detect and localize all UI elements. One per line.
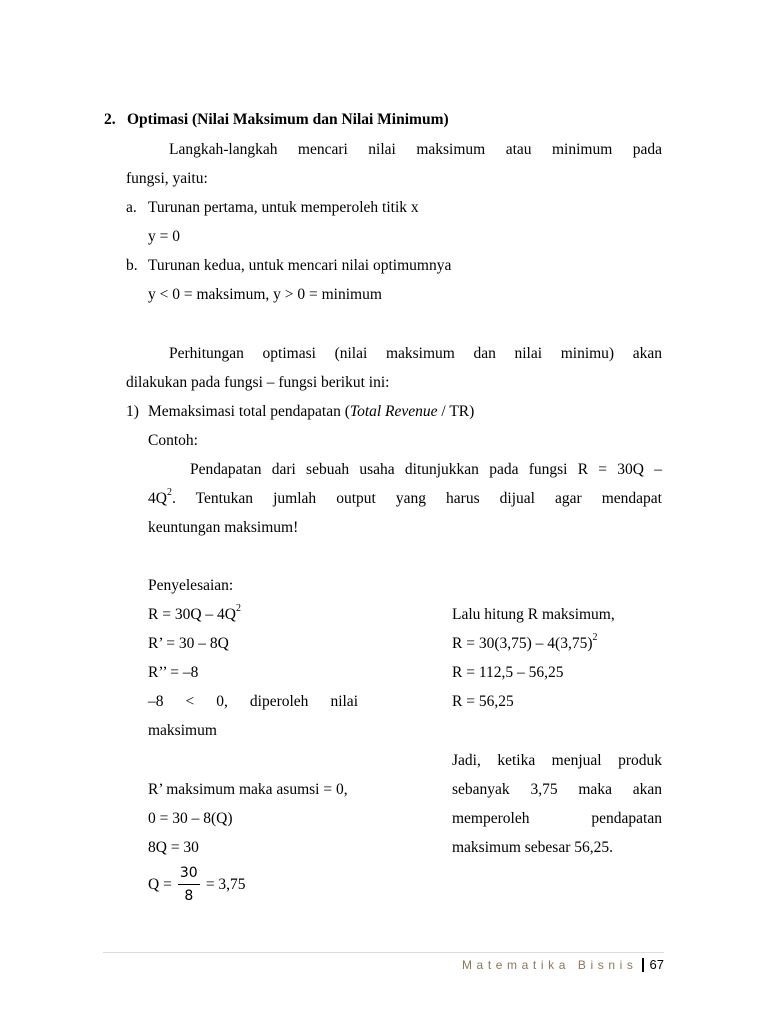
para2-line-1: Perhitungan optimasi (nilai maksimum dan nilai minimu) akan [169,345,662,362]
right-label: Lalu hitung R maksimum, [452,606,615,623]
step-a-text: Turunan pertama, untuk memperoleh titik x [148,199,419,216]
solution-eq-4: 0 = 30 – 8(Q) [148,810,233,827]
problem-exponent: 2 [166,487,172,498]
item1-text-italic: Total Revenue [349,403,438,420]
conclusion-line-4: maksimum sebesar 56,25. [452,839,614,856]
step-a-marker: a. [126,199,137,216]
conclusion-line-3: memperoleh pendapatan [452,810,662,827]
step-b-text: Turunan kedua, untuk mencari nilai optimumnya [148,257,452,274]
item1-text-after: / TR) [437,403,475,420]
conclusion-line-2: sebanyak 3,75 maka akan [452,781,662,798]
page-footer [462,957,664,972]
contoh-label: Contoh: [148,432,198,449]
problem-rest: . Tentukan jumlah output yang harus dijual agar mendapat [171,490,662,507]
step-b-marker: b. [126,257,138,274]
right-eq-2: R = 112,5 – 56,25 [452,664,564,681]
solution-eq-1-exponent: 2 [235,603,241,614]
intro-line-2: fungsi, yaitu: [126,170,208,187]
item1-heading [148,404,474,420]
solution-label: Penyelesaian: [148,577,234,594]
footer-divider [103,952,664,953]
problem-line-2 [148,487,662,507]
solution-eq-2: R’ = 30 – 8Q [148,635,229,652]
fraction-numerator: 30 [179,865,198,881]
solution-assumption: R’ maksimum maka asumsi = 0, [148,781,348,798]
fraction [178,866,200,903]
section-title: Optimasi (Nilai Maksimum dan Nilai Minimum) [127,111,449,128]
item1-text-before: Memaksimasi total pendapatan ( [148,403,350,420]
right-eq-3: R = 56,25 [452,693,514,710]
conclusion-line-1: Jadi, ketika menjual produk [452,752,662,769]
fraction-bar [178,884,200,885]
solution-fraction-eq [148,866,246,903]
right-eq-1-exponent: 2 [592,632,598,643]
footer-separator [642,958,644,972]
item1-marker: 1) [126,403,139,420]
problem-line-1: Pendapatan dari sebuah usaha ditunjukkan pada fungsi R = 30Q – [190,461,662,478]
step-b-sub: y < 0 = maksimum, y > 0 = minimum [148,286,382,303]
solution-condition-1: –8 < 0, diperoleh nilai [148,693,358,710]
solution-eq-5: 8Q = 30 [148,839,199,856]
fraction-suffix: = 3,75 [205,875,246,893]
right-eq-1 [452,632,598,652]
fraction-denominator: 8 [184,888,194,904]
solution-eq-3: R’’ = –8 [148,664,199,681]
step-a-sub: y = 0 [148,228,180,245]
footer-page-number: 67 [649,957,664,972]
solution-eq-1-text: R = 30Q – 4Q [148,606,236,623]
section-number: 2. [104,111,116,128]
right-eq-1-text: R = 30(3,75) – 4(3,75) [452,635,593,652]
fraction-prefix: Q = [148,875,172,893]
solution-eq-1 [148,603,241,623]
problem-term: 4Q [148,490,167,507]
problem-line-3: keuntungan maksimum! [148,519,299,536]
para2-line-2: dilakukan pada fungsi – fungsi berikut ini: [126,374,390,391]
solution-condition-2: maksimum [148,722,217,739]
intro-line-1: Langkah-langkah mencari nilai maksimum atau minimum pada [169,141,662,158]
footer-book-title: Matematika Bisnis [461,957,638,972]
